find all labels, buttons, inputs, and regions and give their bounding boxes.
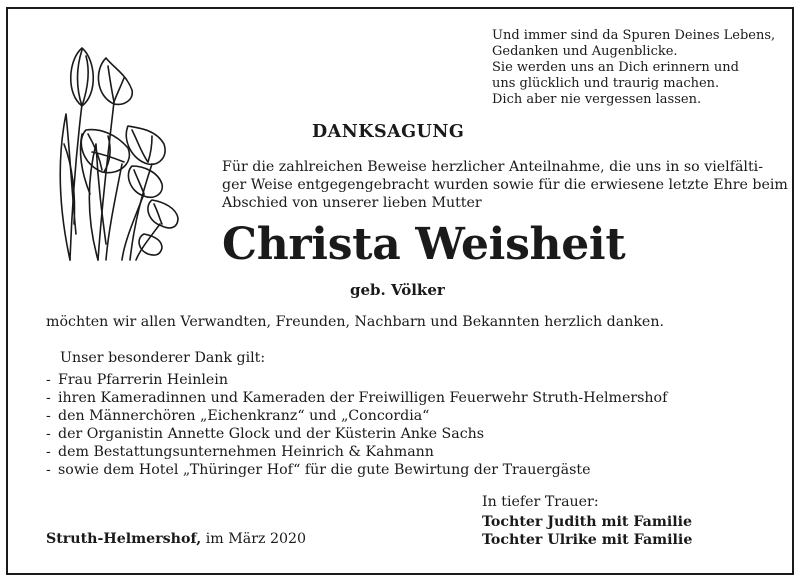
poem-line: Sie werden uns an Dich erinnern und — [492, 60, 739, 75]
intro-line: ger Weise entgegengebracht wurden sowie für die erwiesene letzte Ehre beim — [222, 177, 788, 193]
mourning-family — [482, 513, 692, 549]
list-bullet: - — [46, 408, 51, 424]
place-date — [46, 531, 306, 547]
list-item-text: dem Bestattungsunternehmen Heinrich & Kahmann — [58, 444, 434, 460]
list-item — [46, 443, 667, 461]
special-thanks-list — [46, 371, 667, 479]
special-thanks-intro: Unser besonderer Dank gilt: — [60, 350, 266, 366]
list-item — [46, 407, 667, 425]
list-item — [46, 425, 667, 443]
date-text: im März 2020 — [205, 531, 307, 547]
list-item-text: Frau Pfarrerin Heinlein — [58, 372, 228, 388]
mourning-label: In tiefer Trauer: — [482, 494, 599, 510]
poem-line: Gedanken und Augenblicke. — [492, 44, 678, 59]
memorial-poem — [492, 28, 782, 108]
thanks-line: möchten wir allen Verwandten, Freunden, Nachbarn und Bekannten herzlich danken. — [46, 314, 664, 330]
place-name: Struth-Helmershof, — [46, 531, 202, 547]
list-bullet: - — [46, 444, 51, 460]
list-bullet: - — [46, 426, 51, 442]
list-item-text: sowie dem Hotel „Thüringer Hof“ für die gute Bewirtung der Trauergäste — [58, 462, 591, 478]
poem-line: Und immer sind da Spuren Deines Lebens, — [492, 28, 776, 43]
intro-paragraph — [222, 158, 792, 212]
poem-line: Dich aber nie vergessen lassen. — [492, 92, 702, 107]
family-member: Tochter Judith mit Familie — [482, 514, 693, 530]
family-member: Tochter Ulrike mit Familie — [482, 532, 693, 548]
poem-line: uns glücklich und traurig machen. — [492, 76, 720, 91]
heading-danksagung: DANKSAGUNG — [312, 122, 465, 142]
tulip-bouquet-icon — [52, 44, 182, 262]
list-bullet: - — [46, 462, 51, 478]
list-item — [46, 461, 667, 479]
intro-line: Für die zahlreichen Beweise herzlicher Anteilnahme, die uns in so vielfälti- — [222, 159, 764, 175]
list-item-text: ihren Kameradinnen und Kameraden der Freiwilligen Feuerwehr Struth-Helmershof — [58, 390, 668, 406]
list-item-text: der Organistin Annette Glock und der Küsterin Anke Sachs — [58, 426, 485, 442]
list-item-text: den Männerchören „Eichenkranz“ und „Concordia“ — [58, 408, 430, 424]
list-bullet: - — [46, 372, 51, 388]
intro-line: Abschied von unserer lieben Mutter — [222, 195, 482, 211]
list-bullet: - — [46, 390, 51, 406]
deceased-name: Christa Weisheit — [222, 219, 626, 270]
list-item — [46, 371, 667, 389]
maiden-name: geb. Völker — [350, 281, 445, 299]
list-item — [46, 389, 667, 407]
